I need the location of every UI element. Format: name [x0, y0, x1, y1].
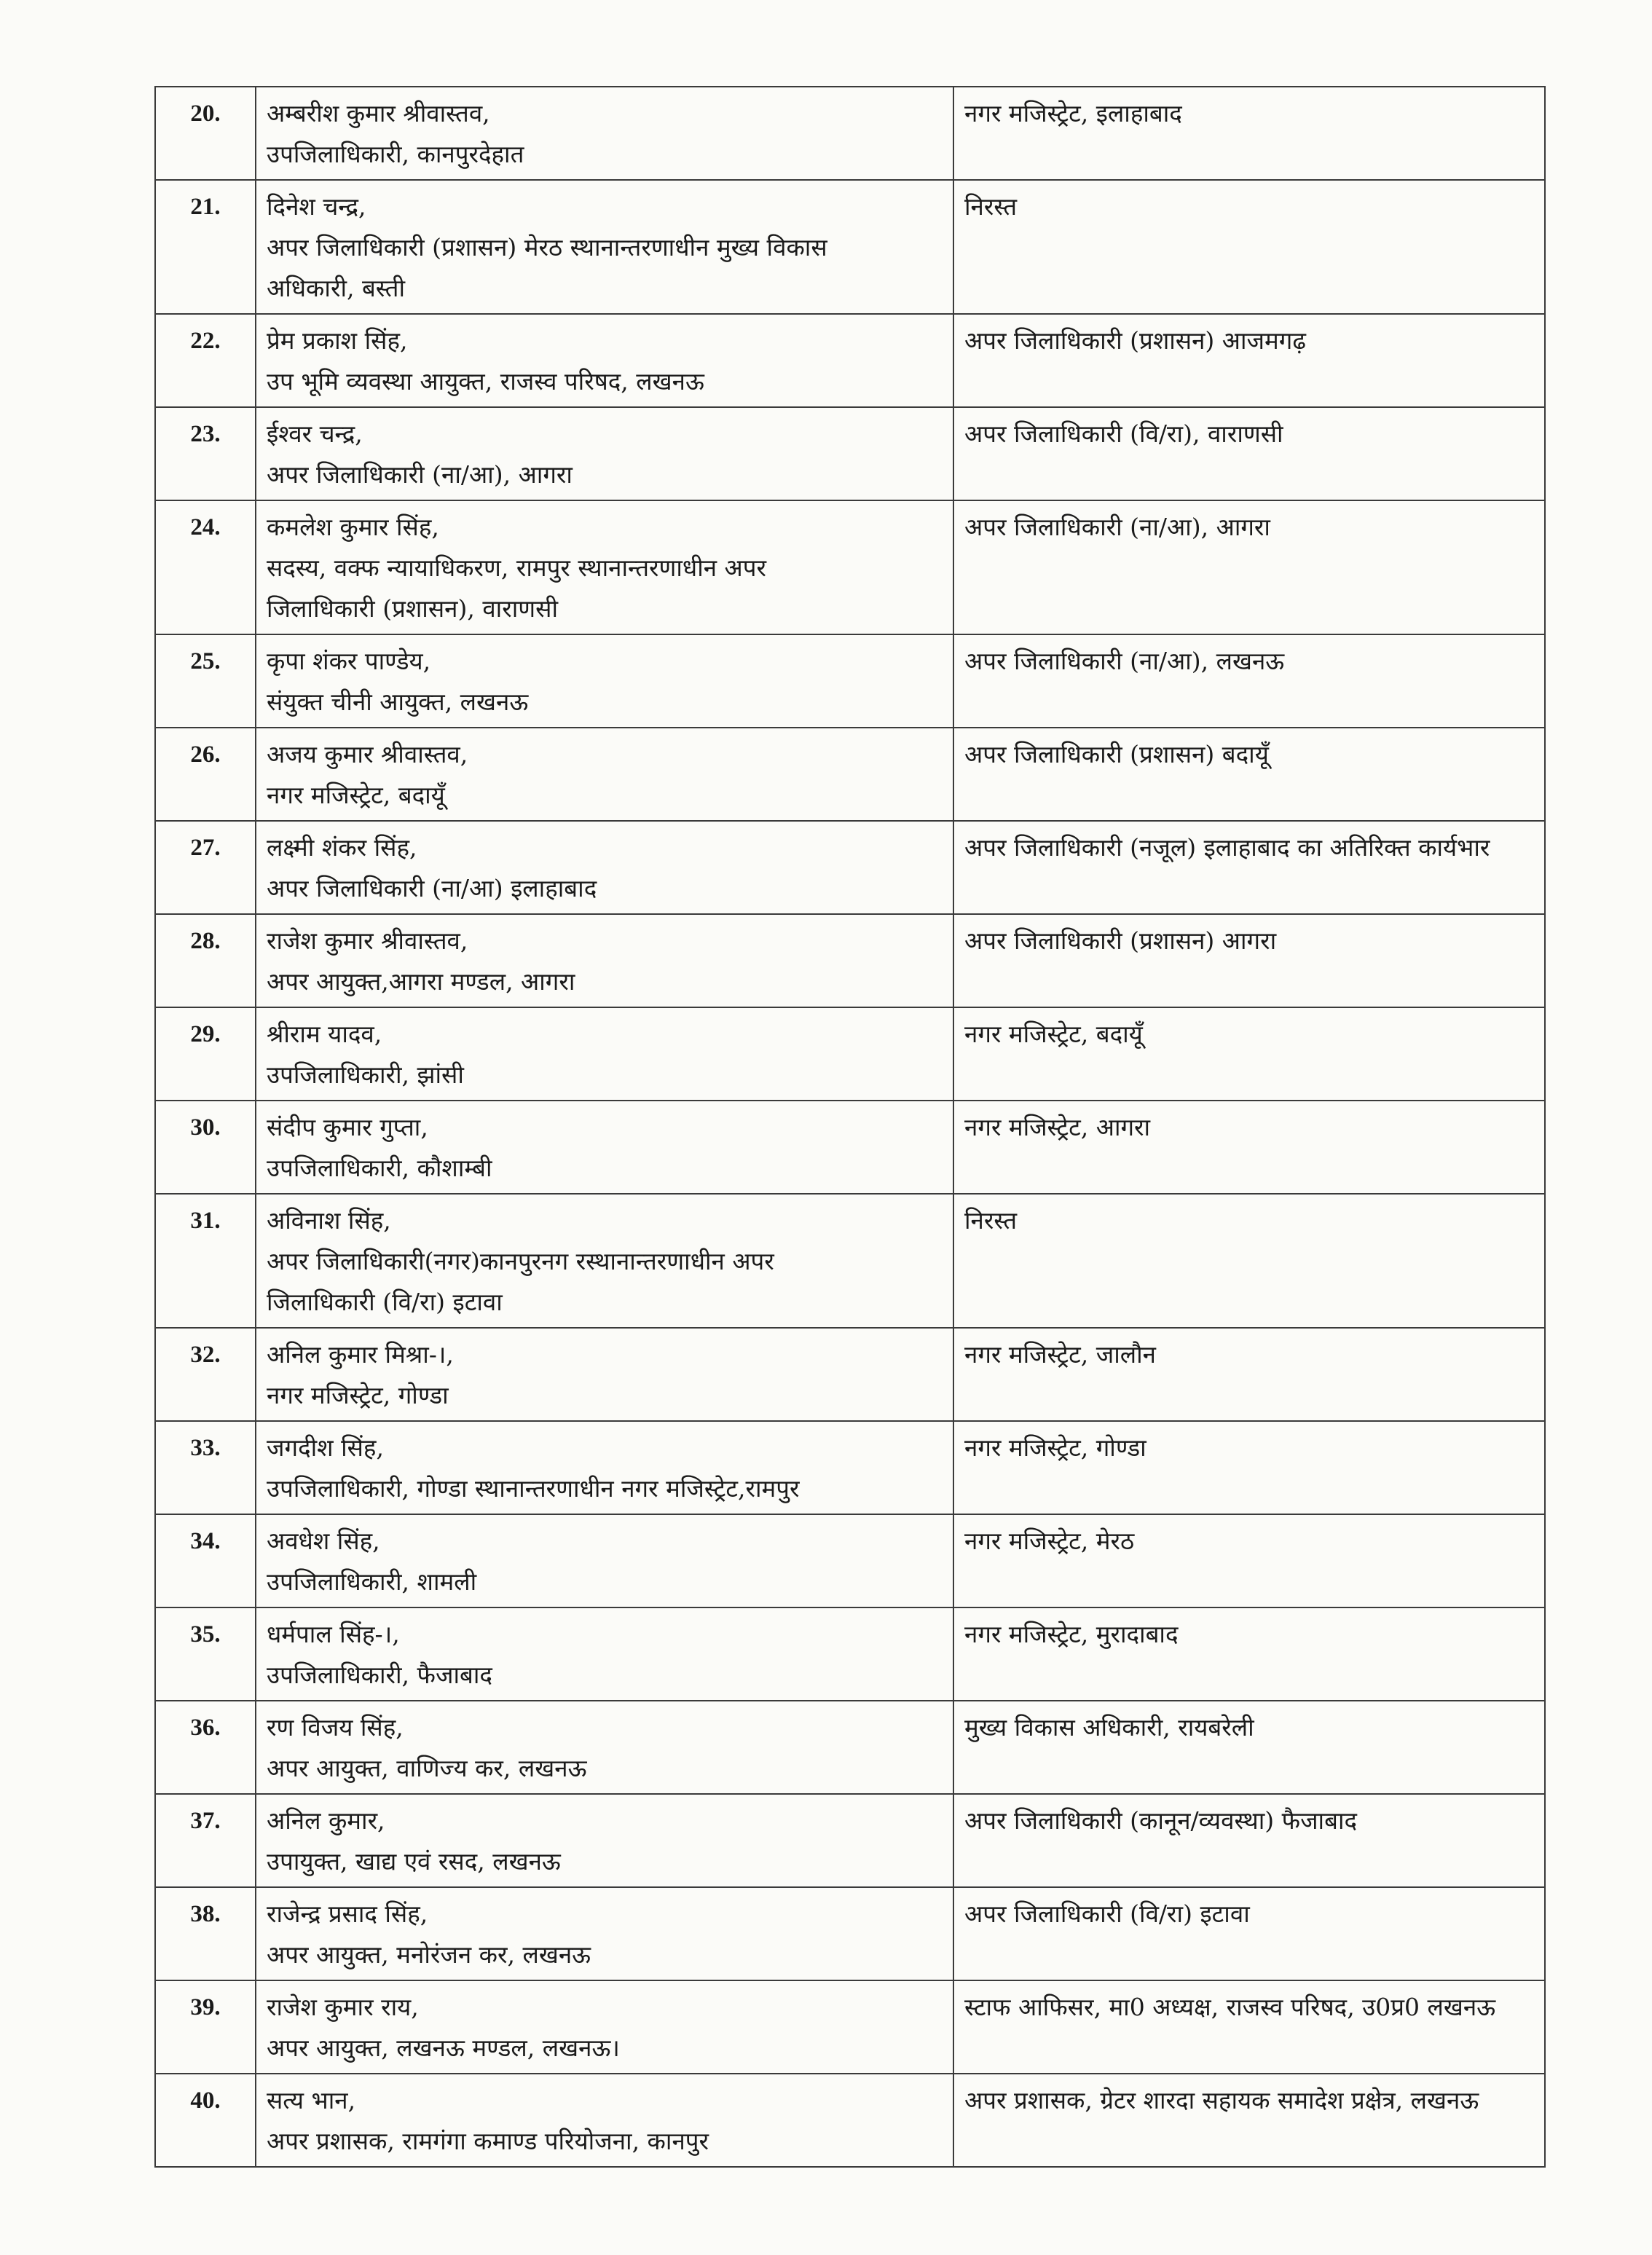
table-row	[155, 634, 1545, 728]
officer-name-and-current-post	[256, 407, 953, 500]
serial-number: 37.	[155, 1794, 256, 1887]
new-posting	[953, 407, 1545, 500]
serial-number: 39.	[155, 1980, 256, 2074]
current-post-line: उपजिलाधिकारी, कौशाम्बी	[267, 1154, 492, 1182]
new-posting-text: अपर जिलाधिकारी (प्रशासन) आगरा	[964, 926, 1277, 955]
officer-name-and-current-post	[256, 1194, 953, 1328]
officer-name-and-current-post	[256, 1101, 953, 1194]
current-post-line: अपर जिलाधिकारी (ना/आ) इलाहाबाद	[267, 874, 597, 902]
officer-name-and-current-post	[256, 1328, 953, 1421]
new-posting	[953, 1514, 1545, 1607]
serial-number: 29.	[155, 1007, 256, 1101]
current-post-line: उपजिलाधिकारी, फैजाबाद	[267, 1661, 492, 1689]
new-posting	[953, 500, 1545, 634]
officer-name: दिनेश चन्द्र,	[267, 192, 366, 221]
table-row	[155, 87, 1545, 180]
serial-number: 27.	[155, 821, 256, 914]
officer-name-and-current-post	[256, 821, 953, 914]
new-posting	[953, 180, 1545, 314]
officer-name: धर्मपाल सिंह-।,	[267, 1620, 400, 1648]
serial-number: 28.	[155, 914, 256, 1007]
officer-name-and-current-post	[256, 314, 953, 407]
table-row	[155, 1514, 1545, 1607]
officer-name: अवधेश सिंह,	[267, 1527, 380, 1555]
table-row	[155, 1194, 1545, 1328]
new-posting-text: नगर मजिस्ट्रेट, जालौन	[964, 1340, 1156, 1369]
table-row	[155, 1887, 1545, 1980]
serial-number: 32.	[155, 1328, 256, 1421]
current-post-line: उपजिलाधिकारी, कानपुरदेहात	[267, 140, 524, 168]
current-post-line: अपर आयुक्त, लखनऊ मण्डल, लखनऊ।	[267, 2034, 620, 2062]
officer-name: राजेश कुमार श्रीवास्तव,	[267, 926, 468, 955]
new-posting-text: नगर मजिस्ट्रेट, मुरादाबाद	[964, 1620, 1179, 1648]
officer-name: कमलेश कुमार सिंह,	[267, 513, 439, 541]
officer-name: प्रेम प्रकाश सिंह,	[267, 326, 408, 355]
officer-name: सत्य भान,	[267, 2086, 356, 2114]
table-row	[155, 1980, 1545, 2074]
officer-name-and-current-post	[256, 634, 953, 728]
new-posting-text: नगर मजिस्ट्रेट, आगरा	[964, 1113, 1151, 1141]
officer-name: अनिल कुमार मिश्रा-।,	[267, 1340, 454, 1369]
new-posting-text: अपर जिलाधिकारी (ना/आ), लखनऊ	[964, 647, 1285, 675]
serial-number: 36.	[155, 1701, 256, 1794]
new-posting-text: मुख्य विकास अधिकारी, रायबरेली	[964, 1713, 1254, 1742]
serial-number: 21.	[155, 180, 256, 314]
new-posting	[953, 87, 1545, 180]
current-post-line: संयुक्त चीनी आयुक्त, लखनऊ	[267, 688, 529, 716]
officer-name: अनिल कुमार,	[267, 1806, 385, 1835]
current-post-line: जिलाधिकारी (प्रशासन), वाराणसी	[267, 594, 558, 623]
officer-name-and-current-post	[256, 2074, 953, 2167]
serial-number: 25.	[155, 634, 256, 728]
current-post-line: सदस्य, वक्फ न्यायाधिकरण, रामपुर स्थानान्तरणाधीन अपर	[267, 554, 767, 582]
new-posting	[953, 1007, 1545, 1101]
new-posting	[953, 728, 1545, 821]
table-row	[155, 1007, 1545, 1101]
new-posting-text: स्टाफ आफिसर, मा0 अध्यक्ष, राजस्व परिषद, उ0प्र0 लखनऊ	[964, 1993, 1496, 2021]
serial-number: 40.	[155, 2074, 256, 2167]
current-post-line: अपर जिलाधिकारी (प्रशासन) मेरठ स्थानान्तरणाधीन मुख्य विकास	[267, 233, 827, 261]
officer-name: अविनाश सिंह,	[267, 1206, 391, 1235]
current-post-line: अपर जिलाधिकारी (ना/आ), आगरा	[267, 460, 573, 489]
current-post-line: अपर आयुक्त, मनोरंजन कर, लखनऊ	[267, 1940, 591, 1969]
officer-name: अम्बरीश कुमार श्रीवास्तव,	[267, 99, 490, 127]
new-posting-text: अपर जिलाधिकारी (वि/रा), वाराणसी	[964, 420, 1283, 448]
table-row	[155, 821, 1545, 914]
serial-number: 23.	[155, 407, 256, 500]
officer-name-and-current-post	[256, 728, 953, 821]
new-posting-text: निरस्त	[964, 192, 1018, 221]
new-posting	[953, 2074, 1545, 2167]
current-post-line: अपर प्रशासक, रामगंगा कमाण्ड परियोजना, कानपुर	[267, 2127, 709, 2155]
new-posting-text: अपर जिलाधिकारी (प्रशासन) आजमगढ़	[964, 326, 1306, 355]
officer-name-and-current-post	[256, 1421, 953, 1514]
officer-name: श्रीराम यादव,	[267, 1020, 382, 1048]
new-posting-text: अपर जिलाधिकारी (नजूल) इलाहाबाद का अतिरिक्त कार्यभार	[964, 833, 1490, 862]
table-row	[155, 2074, 1545, 2167]
new-posting	[953, 1980, 1545, 2074]
serial-number: 33.	[155, 1421, 256, 1514]
officer-name: जगदीश सिंह,	[267, 1433, 384, 1462]
serial-number: 20.	[155, 87, 256, 180]
officer-name: राजेन्द्र प्रसाद सिंह,	[267, 1900, 428, 1928]
officer-name-and-current-post	[256, 1514, 953, 1607]
officer-name: लक्ष्मी शंकर सिंह,	[267, 833, 417, 862]
serial-number: 22.	[155, 314, 256, 407]
serial-number: 34.	[155, 1514, 256, 1607]
new-posting	[953, 1607, 1545, 1701]
table-row	[155, 1421, 1545, 1514]
new-posting-text: अपर प्रशासक, ग्रेटर शारदा सहायक समादेश प्रक्षेत्र, लखनऊ	[964, 2086, 1479, 2114]
officer-name-and-current-post	[256, 500, 953, 634]
officer-name-and-current-post	[256, 1007, 953, 1101]
new-posting	[953, 1101, 1545, 1194]
serial-number: 35.	[155, 1607, 256, 1701]
current-post-line: नगर मजिस्ट्रेट, बदायूँ	[267, 781, 445, 809]
officer-name-and-current-post	[256, 87, 953, 180]
new-posting-text: अपर जिलाधिकारी (वि/रा) इटावा	[964, 1900, 1250, 1928]
serial-number: 38.	[155, 1887, 256, 1980]
new-posting-text: नगर मजिस्ट्रेट, गोण्डा	[964, 1433, 1146, 1462]
new-posting	[953, 1421, 1545, 1514]
transfer-table	[154, 86, 1546, 2168]
current-post-line: अधिकारी, बस्ती	[267, 274, 406, 302]
new-posting-text: अपर जिलाधिकारी (प्रशासन) बदायूँ	[964, 740, 1269, 768]
new-posting-text: नगर मजिस्ट्रेट, मेरठ	[964, 1527, 1135, 1555]
new-posting	[953, 914, 1545, 1007]
table-row	[155, 500, 1545, 634]
officer-name-and-current-post	[256, 1794, 953, 1887]
officer-name: ईश्वर चन्द्र,	[267, 420, 363, 448]
new-posting-text: नगर मजिस्ट्रेट, बदायूँ	[964, 1020, 1143, 1048]
new-posting	[953, 1194, 1545, 1328]
table-row	[155, 914, 1545, 1007]
table-row	[155, 728, 1545, 821]
officer-name: संदीप कुमार गुप्ता,	[267, 1113, 428, 1141]
officer-name-and-current-post	[256, 914, 953, 1007]
officer-name: राजेश कुमार राय,	[267, 1993, 419, 2021]
new-posting-text: निरस्त	[964, 1206, 1018, 1235]
current-post-line: अपर आयुक्त,आगरा मण्डल, आगरा	[267, 967, 575, 996]
current-post-line: उप भूमि व्यवस्था आयुक्त, राजस्व परिषद, लखनऊ	[267, 367, 704, 395]
new-posting	[953, 314, 1545, 407]
table-row	[155, 407, 1545, 500]
table-row	[155, 1701, 1545, 1794]
new-posting	[953, 634, 1545, 728]
transfer-table-body	[155, 87, 1545, 2167]
new-posting-text: अपर जिलाधिकारी (कानून/व्यवस्था) फैजाबाद	[964, 1806, 1358, 1835]
serial-number: 31.	[155, 1194, 256, 1328]
new-posting-text: अपर जिलाधिकारी (ना/आ), आगरा	[964, 513, 1270, 541]
current-post-line: नगर मजिस्ट्रेट, गोण्डा	[267, 1381, 449, 1409]
new-posting	[953, 1794, 1545, 1887]
serial-number: 30.	[155, 1101, 256, 1194]
table-row	[155, 1607, 1545, 1701]
serial-number: 24.	[155, 500, 256, 634]
serial-number: 26.	[155, 728, 256, 821]
table-row	[155, 180, 1545, 314]
current-post-line: उपजिलाधिकारी, शामली	[267, 1567, 477, 1596]
table-row	[155, 1101, 1545, 1194]
officer-name-and-current-post	[256, 1607, 953, 1701]
current-post-line: अपर जिलाधिकारी(नगर)कानपुरनग रस्थानान्तरणाधीन अपर	[267, 1247, 774, 1275]
new-posting-text: नगर मजिस्ट्रेट, इलाहाबाद	[964, 99, 1182, 127]
officer-name-and-current-post	[256, 1701, 953, 1794]
new-posting	[953, 1701, 1545, 1794]
new-posting	[953, 1328, 1545, 1421]
officer-name: कृपा शंकर पाण्डेय,	[267, 647, 431, 675]
current-post-line: उपजिलाधिकारी, गोण्डा स्थानान्तरणाधीन नगर मजिस्ट्रेट,रामपुर	[267, 1474, 800, 1503]
officer-name-and-current-post	[256, 1980, 953, 2074]
officer-name: रण विजय सिंह,	[267, 1713, 404, 1742]
current-post-line: उपायुक्त, खाद्य एवं रसद, लखनऊ	[267, 1847, 561, 1876]
table-row	[155, 314, 1545, 407]
officer-name-and-current-post	[256, 180, 953, 314]
officer-name-and-current-post	[256, 1887, 953, 1980]
new-posting	[953, 1887, 1545, 1980]
new-posting	[953, 821, 1545, 914]
current-post-line: जिलाधिकारी (वि/रा) इटावा	[267, 1288, 503, 1316]
current-post-line: उपजिलाधिकारी, झांसी	[267, 1060, 464, 1089]
table-row	[155, 1794, 1545, 1887]
table-row	[155, 1328, 1545, 1421]
current-post-line: अपर आयुक्त, वाणिज्य कर, लखनऊ	[267, 1754, 587, 1782]
officer-name: अजय कुमार श्रीवास्तव,	[267, 740, 468, 768]
